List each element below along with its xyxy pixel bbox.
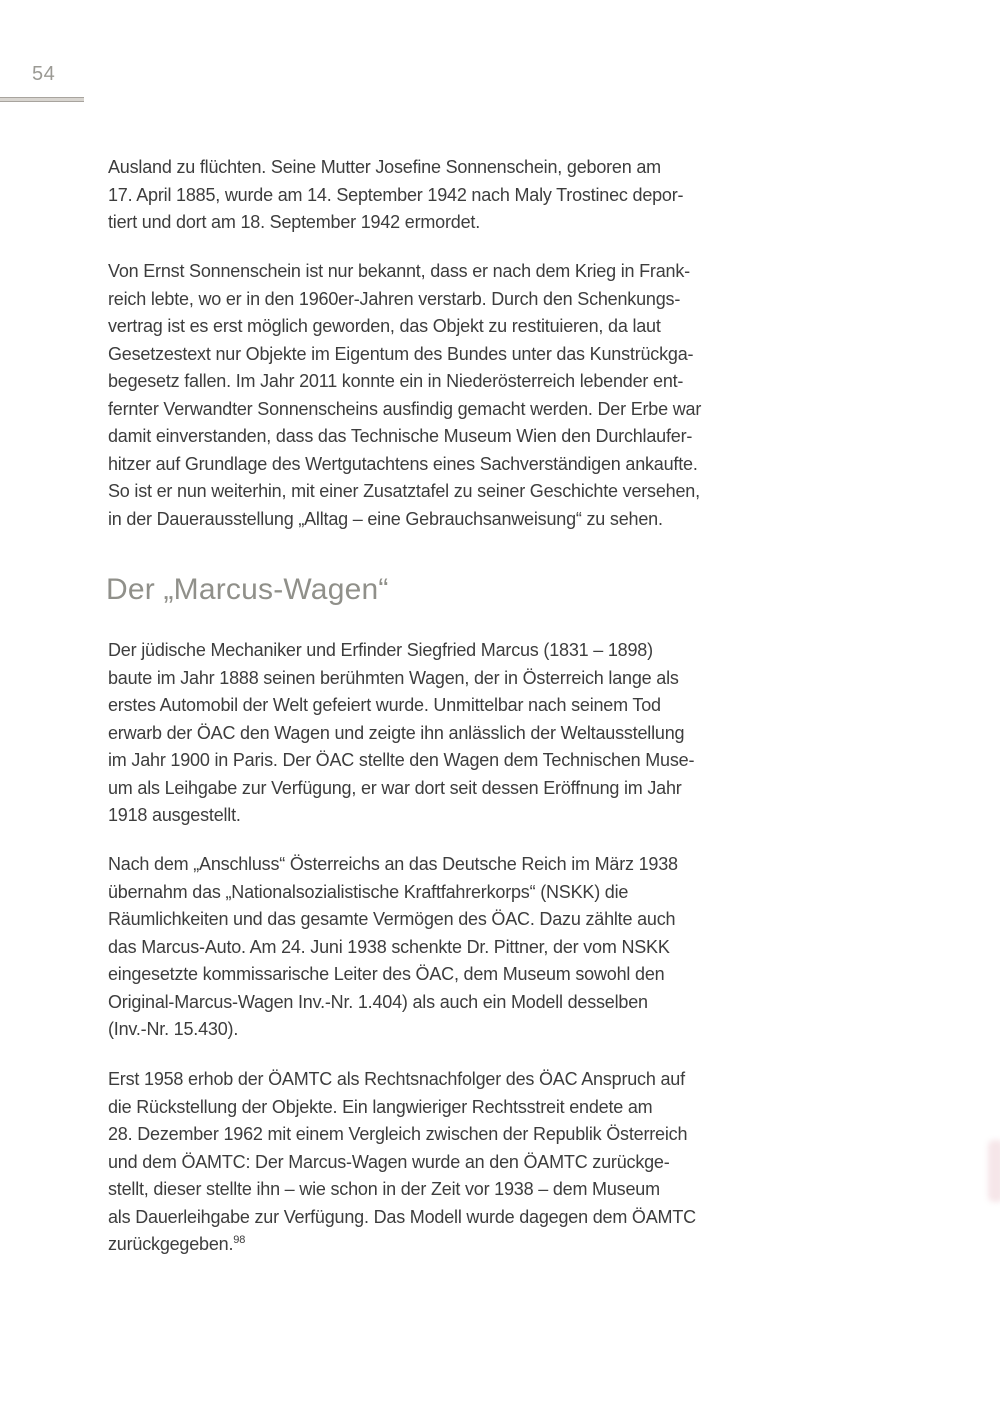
text-line: 28. Dezember 1962 mit einem Vergleich zwischen der Republik Österreich <box>108 1124 688 1144</box>
text-line: damit einverstanden, dass das Technische Museum Wien den Durchlaufer- <box>108 426 693 446</box>
text-line: fernter Verwandter Sonnenscheins ausfindig gemacht werden. Der Erbe war <box>108 398 702 419</box>
text-line: 17. April 1885, wurde am 14. September 1942 nach Maly Trostinec depor- <box>108 184 684 205</box>
text-line: Erst 1958 erhob der ÖAMTC als Rechtsnachfolger des ÖAC Anspruch auf <box>108 1069 685 1089</box>
text-line: erstes Automobil der Welt gefeiert wurde. Unmittelbar nach seinem Tod <box>108 695 661 715</box>
text-line: begesetz fallen. Im Jahr 2011 konnte ein in Niederösterreich lebender ent- <box>108 371 684 391</box>
text-line: (Inv.-Nr. 15.430). <box>108 1019 239 1039</box>
text-line: in der Dauerausstellung „Alltag – eine Gebrauchsanweisung“ zu sehen. <box>108 508 663 529</box>
text-line: reich lebte, wo er in den 1960er-Jahren verstarb. Durch den Schenkungs- <box>108 288 681 309</box>
text-line: baute im Jahr 1888 seinen berühmten Wagen, der in Österreich lange als <box>108 667 679 688</box>
header-rule <box>0 97 84 102</box>
page-number: 54 <box>32 63 56 85</box>
text-line: So ist er nun weiterhin, mit einer Zusatztafel zu seiner Geschichte versehen, <box>108 481 700 501</box>
text-line: die Rückstellung der Objekte. Ein langwieriger Rechtsstreit endete am <box>108 1096 653 1117</box>
text-line: Von Ernst Sonnenschein ist nur bekannt, dass er nach dem Krieg in Frank- <box>108 261 690 281</box>
text-line: und dem ÖAMTC: Der Marcus-Wagen wurde an den ÖAMTC zurückge- <box>108 1151 670 1172</box>
text-line: erwarb der ÖAC den Wagen und zeigte ihn anlässlich der Weltausstellung <box>108 722 685 743</box>
paragraph-anschluss-nskk <box>108 851 808 1044</box>
section-heading-marcus-wagen: Der „Marcus-Wagen“ <box>106 573 389 606</box>
paragraph-ausland <box>108 154 808 237</box>
text-line: übernahm das „Nationalsozialistische Kraftfahrerkorps“ (NSKK) die <box>108 881 629 902</box>
text-line: Der jüdische Mechaniker und Erfinder Siegfried Marcus (1831 – 1898) <box>108 640 653 660</box>
text-line: Ausland zu flüchten. Seine Mutter Josefine Sonnenschein, geboren am <box>108 157 661 177</box>
footnote-reference: 98 <box>233 1234 246 1246</box>
paragraph-oeamtc-rueckstellung <box>108 1066 808 1259</box>
text-line: 1918 ausgestellt. <box>108 805 241 825</box>
text-line: Räumlichkeiten und das gesamte Vermögen des ÖAC. Dazu zählte auch <box>108 909 676 929</box>
text-line: Original-Marcus-Wagen Inv.-Nr. 1.404) als auch ein Modell desselben <box>108 991 648 1012</box>
text-line: vertrag ist es erst möglich geworden, das Objekt zu restituieren, da laut <box>108 316 661 336</box>
text-line: im Jahr 1900 in Paris. Der ÖAC stellte den Wagen dem Technischen Muse- <box>108 750 695 770</box>
text-line: zurückgegeben.$^{98}$ <box>108 1234 246 1254</box>
text-line: das Marcus-Auto. Am 24. Juni 1938 schenkte Dr. Pittner, der vom NSKK <box>108 936 670 957</box>
text-line: Nach dem „Anschluss“ Österreichs an das Deutsche Reich im März 1938 <box>108 854 678 874</box>
text-line: Gesetzestext nur Objekte im Eigentum des Bundes unter das Kunstrückga- <box>108 343 694 364</box>
text-line: tiert und dort am 18. September 1942 ermordet. <box>108 212 481 232</box>
text-line: stellt, dieser stellte ihn – wie schon in der Zeit vor 1938 – dem Museum <box>108 1179 660 1199</box>
text-line: um als Leihgabe zur Verfügung, er war dort seit dessen Eröffnung im Jahr <box>108 777 682 798</box>
text-line: als Dauerleihgabe zur Verfügung. Das Modell wurde dagegen dem ÖAMTC <box>108 1206 696 1227</box>
page-edge-mark <box>988 1140 1000 1202</box>
paragraph-von-ernst-sonnenschein <box>108 258 808 533</box>
text-line: hitzer auf Grundlage des Wertgutachtens eines Sachverständigen ankaufte. <box>108 453 698 474</box>
paragraph-siegfried-marcus <box>108 637 808 830</box>
text-line: eingesetzte kommissarische Leiter des ÖAC, dem Museum sowohl den <box>108 964 665 984</box>
